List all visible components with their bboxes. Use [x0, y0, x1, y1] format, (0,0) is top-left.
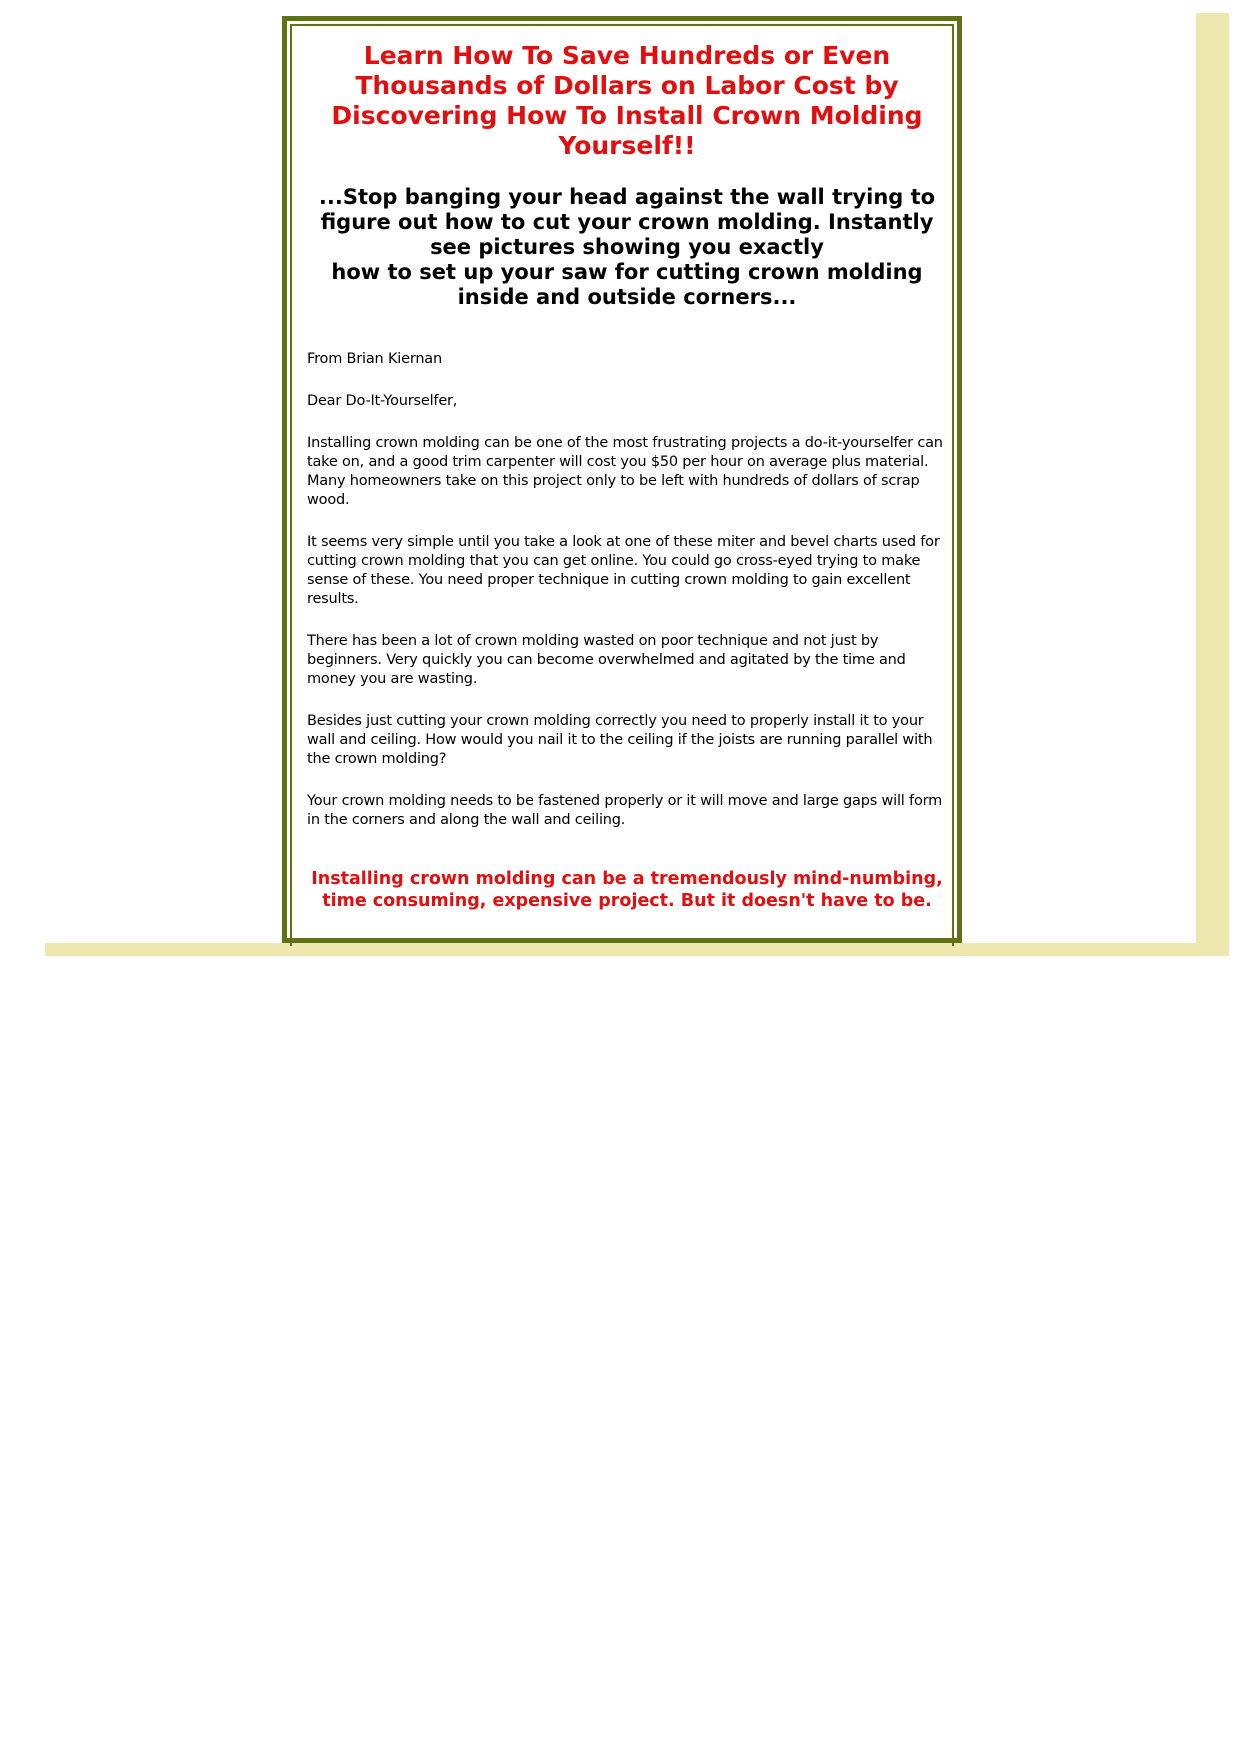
body-paragraph-4: Besides just cutting your crown molding correctly you need to properly install it to your wall and ceiling. How would you nail it to the ceiling if the joists are running parallel with the crown molding? [307, 713, 933, 767]
decorative-band-right [1196, 13, 1229, 956]
callout-statement: Installing crown molding can be a tremendously mind-numbing, time consuming, expensive project. But it doesn't have to be. [311, 869, 943, 911]
body-paragraph-2: It seems very simple until you take a look at one of these miter and bevel charts used for cutting crown molding that you can get online. You could go cross-eyed trying to make sense of these. You need proper technique in cutting crown molding to gain excellent results. [307, 534, 940, 607]
headline: Learn How To Save Hundreds or Even Thousands of Dollars on Labor Cost by Discovering How To Install Crown Molding Yourself!! [331, 41, 923, 160]
body-paragraph-1: Installing crown molding can be one of the most frustrating projects a do-it-yourselfer can take on, and a good trim carpenter will cost you $50 per hour on average plus material. Many homeowners take on this project only to be left with hundreds of dollars of scrap wood. [307, 435, 943, 508]
subheadline [307, 185, 947, 310]
subheadline-line-2: how to set up your saw for cutting crown molding inside and outside corners... [331, 260, 923, 309]
greeting: Dear Do-It-Yourselfer, [307, 393, 458, 409]
letter-content [307, 41, 947, 912]
subheadline-line-1: ...Stop banging your head against the wall trying to figure out how to cut your crown molding. Instantly see pictures showing you exactly [318, 185, 936, 259]
letter-frame [282, 16, 962, 943]
body-paragraph-3: There has been a lot of crown molding wasted on poor technique and not just by beginners. Very quickly you can become overwhelmed and agitated by the time and money you are wasting. [307, 633, 906, 687]
from-line: From Brian Kiernan [307, 351, 442, 367]
body-paragraph-5: Your crown molding needs to be fastened properly or it will move and large gaps will form in the corners and along the wall and ceiling. [307, 793, 943, 828]
